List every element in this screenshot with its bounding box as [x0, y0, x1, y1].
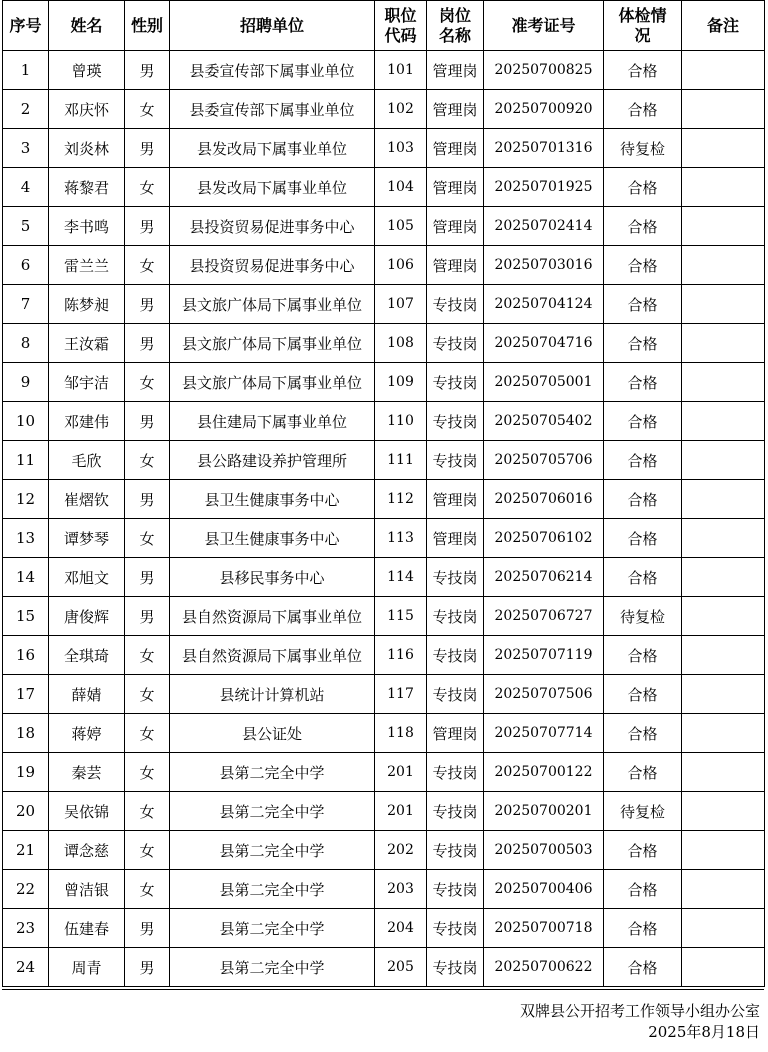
header-gender: 性别	[125, 1, 170, 51]
table-row	[3, 324, 765, 363]
cell-seq: 23	[3, 909, 49, 948]
cell-unit: 县卫生健康事务中心	[170, 519, 375, 558]
table-row	[3, 636, 765, 675]
cell-post: 专技岗	[427, 909, 484, 948]
cell-seq: 2	[3, 90, 49, 129]
cell-code: 103	[375, 129, 427, 168]
cell-result: 合格	[604, 714, 682, 753]
header-post: 岗位 名称	[427, 1, 484, 51]
cell-result: 合格	[604, 636, 682, 675]
cell-name: 王汝霜	[49, 324, 125, 363]
cell-name: 李书鸣	[49, 207, 125, 246]
table-row	[3, 519, 765, 558]
cell-result: 合格	[604, 675, 682, 714]
cell-exam-id: 20250706214	[484, 558, 604, 597]
cell-unit: 县统计计算机站	[170, 675, 375, 714]
cell-result: 合格	[604, 363, 682, 402]
cell-seq: 16	[3, 636, 49, 675]
cell-remark	[682, 675, 765, 714]
results-table	[2, 0, 765, 987]
cell-result: 合格	[604, 753, 682, 792]
cell-exam-id: 20250705706	[484, 441, 604, 480]
cell-remark	[682, 753, 765, 792]
cell-code: 106	[375, 246, 427, 285]
cell-name: 谭梦琴	[49, 519, 125, 558]
cell-unit: 县委宣传部下属事业单位	[170, 51, 375, 90]
cell-post: 专技岗	[427, 558, 484, 597]
table-row	[3, 402, 765, 441]
cell-name: 曾洁银	[49, 870, 125, 909]
cell-exam-id: 20250707506	[484, 675, 604, 714]
cell-code: 204	[375, 909, 427, 948]
cell-remark	[682, 324, 765, 363]
table-row	[3, 285, 765, 324]
cell-result: 合格	[604, 207, 682, 246]
cell-seq: 6	[3, 246, 49, 285]
cell-result: 合格	[604, 168, 682, 207]
cell-unit: 县第二完全中学	[170, 753, 375, 792]
cell-unit: 县住建局下属事业单位	[170, 402, 375, 441]
cell-remark	[682, 207, 765, 246]
cell-exam-id: 20250704716	[484, 324, 604, 363]
cell-code: 101	[375, 51, 427, 90]
cell-post: 专技岗	[427, 402, 484, 441]
cell-seq: 12	[3, 480, 49, 519]
cell-name: 伍建春	[49, 909, 125, 948]
cell-exam-id: 20250706016	[484, 480, 604, 519]
cell-name: 邓建伟	[49, 402, 125, 441]
cell-exam-id: 20250705402	[484, 402, 604, 441]
cell-gender: 女	[125, 636, 170, 675]
cell-post: 专技岗	[427, 870, 484, 909]
cell-exam-id: 20250700825	[484, 51, 604, 90]
cell-remark	[682, 285, 765, 324]
cell-remark	[682, 909, 765, 948]
cell-result: 合格	[604, 90, 682, 129]
cell-gender: 男	[125, 51, 170, 90]
cell-unit: 县委宣传部下属事业单位	[170, 90, 375, 129]
cell-unit: 县第二完全中学	[170, 792, 375, 831]
cell-seq: 20	[3, 792, 49, 831]
cell-gender: 女	[125, 441, 170, 480]
cell-post: 专技岗	[427, 597, 484, 636]
cell-name: 薛婧	[49, 675, 125, 714]
cell-gender: 男	[125, 402, 170, 441]
cell-result: 合格	[604, 246, 682, 285]
cell-remark	[682, 948, 765, 987]
cell-gender: 男	[125, 129, 170, 168]
cell-code: 202	[375, 831, 427, 870]
cell-seq: 21	[3, 831, 49, 870]
cell-post: 专技岗	[427, 792, 484, 831]
cell-gender: 男	[125, 207, 170, 246]
cell-seq: 9	[3, 363, 49, 402]
cell-result: 合格	[604, 909, 682, 948]
header-name: 姓名	[49, 1, 125, 51]
cell-seq: 24	[3, 948, 49, 987]
cell-gender: 女	[125, 675, 170, 714]
cell-post: 管理岗	[427, 207, 484, 246]
cell-post: 管理岗	[427, 480, 484, 519]
cell-result: 合格	[604, 324, 682, 363]
cell-remark	[682, 792, 765, 831]
table-row	[3, 831, 765, 870]
table-row	[3, 558, 765, 597]
cell-gender: 女	[125, 831, 170, 870]
cell-remark	[682, 519, 765, 558]
cell-name: 毛欣	[49, 441, 125, 480]
cell-exam-id: 20250701316	[484, 129, 604, 168]
cell-post: 管理岗	[427, 129, 484, 168]
cell-exam-id: 20250701925	[484, 168, 604, 207]
cell-post: 管理岗	[427, 168, 484, 207]
footer-issuer: 双牌县公开招考工作领导小组办公室	[519, 1002, 760, 1020]
table-row	[3, 714, 765, 753]
cell-unit: 县公路建设养护管理所	[170, 441, 375, 480]
cell-exam-id: 20250704124	[484, 285, 604, 324]
cell-remark	[682, 480, 765, 519]
cell-gender: 男	[125, 480, 170, 519]
cell-unit: 县卫生健康事务中心	[170, 480, 375, 519]
cell-gender: 女	[125, 90, 170, 129]
cell-post: 专技岗	[427, 636, 484, 675]
cell-code: 203	[375, 870, 427, 909]
cell-name: 周青	[49, 948, 125, 987]
cell-code: 201	[375, 792, 427, 831]
cell-code: 205	[375, 948, 427, 987]
cell-code: 109	[375, 363, 427, 402]
cell-code: 102	[375, 90, 427, 129]
cell-remark	[682, 90, 765, 129]
table-row	[3, 675, 765, 714]
cell-code: 104	[375, 168, 427, 207]
cell-exam-id: 20250700718	[484, 909, 604, 948]
cell-name: 邓旭文	[49, 558, 125, 597]
cell-seq: 11	[3, 441, 49, 480]
cell-code: 116	[375, 636, 427, 675]
cell-post: 管理岗	[427, 519, 484, 558]
header-seq: 序号	[3, 1, 49, 51]
cell-unit: 县投资贸易促进事务中心	[170, 207, 375, 246]
footer-date: 2025年8月18日	[648, 1023, 760, 1041]
cell-name: 邹宇洁	[49, 363, 125, 402]
table-row	[3, 51, 765, 90]
cell-unit: 县第二完全中学	[170, 831, 375, 870]
cell-remark	[682, 168, 765, 207]
cell-gender: 男	[125, 597, 170, 636]
cell-seq: 4	[3, 168, 49, 207]
cell-remark	[682, 441, 765, 480]
cell-remark	[682, 597, 765, 636]
cell-code: 115	[375, 597, 427, 636]
cell-seq: 5	[3, 207, 49, 246]
cell-exam-id: 20250700201	[484, 792, 604, 831]
cell-remark	[682, 51, 765, 90]
header-code: 职位 代码	[375, 1, 427, 51]
cell-result: 合格	[604, 831, 682, 870]
cell-remark	[682, 870, 765, 909]
table-row	[3, 948, 765, 987]
table-row	[3, 246, 765, 285]
cell-gender: 女	[125, 168, 170, 207]
cell-unit: 县投资贸易促进事务中心	[170, 246, 375, 285]
cell-code: 112	[375, 480, 427, 519]
cell-name: 秦芸	[49, 753, 125, 792]
cell-code: 111	[375, 441, 427, 480]
cell-code: 113	[375, 519, 427, 558]
cell-name: 蒋黎君	[49, 168, 125, 207]
cell-name: 曾瑛	[49, 51, 125, 90]
table-row	[3, 207, 765, 246]
cell-exam-id: 20250700503	[484, 831, 604, 870]
cell-exam-id: 20250700622	[484, 948, 604, 987]
cell-unit: 县自然资源局下属事业单位	[170, 636, 375, 675]
cell-gender: 男	[125, 909, 170, 948]
cell-code: 107	[375, 285, 427, 324]
cell-seq: 10	[3, 402, 49, 441]
cell-seq: 17	[3, 675, 49, 714]
footer-rule	[2, 989, 764, 990]
cell-code: 108	[375, 324, 427, 363]
table-row	[3, 909, 765, 948]
header-remark: 备注	[682, 1, 765, 51]
header-exam-id: 准考证号	[484, 1, 604, 51]
table-row	[3, 753, 765, 792]
cell-exam-id: 20250703016	[484, 246, 604, 285]
cell-result: 合格	[604, 402, 682, 441]
cell-post: 专技岗	[427, 285, 484, 324]
cell-post: 专技岗	[427, 441, 484, 480]
cell-exam-id: 20250700920	[484, 90, 604, 129]
table-row	[3, 129, 765, 168]
cell-post: 专技岗	[427, 675, 484, 714]
cell-post: 专技岗	[427, 363, 484, 402]
header-result: 体检情 况	[604, 1, 682, 51]
cell-gender: 女	[125, 246, 170, 285]
cell-remark	[682, 714, 765, 753]
cell-result: 待复检	[604, 792, 682, 831]
cell-result: 合格	[604, 519, 682, 558]
cell-remark	[682, 363, 765, 402]
cell-unit: 县文旅广体局下属事业单位	[170, 324, 375, 363]
cell-unit: 县文旅广体局下属事业单位	[170, 285, 375, 324]
table-row	[3, 363, 765, 402]
cell-gender: 女	[125, 363, 170, 402]
cell-name: 陈梦昶	[49, 285, 125, 324]
cell-seq: 15	[3, 597, 49, 636]
cell-result: 待复检	[604, 129, 682, 168]
cell-code: 117	[375, 675, 427, 714]
cell-remark	[682, 129, 765, 168]
cell-gender: 男	[125, 558, 170, 597]
cell-seq: 8	[3, 324, 49, 363]
cell-code: 110	[375, 402, 427, 441]
cell-exam-id: 20250706727	[484, 597, 604, 636]
cell-seq: 7	[3, 285, 49, 324]
cell-seq: 13	[3, 519, 49, 558]
cell-result: 合格	[604, 285, 682, 324]
cell-code: 118	[375, 714, 427, 753]
cell-post: 专技岗	[427, 948, 484, 987]
cell-exam-id: 20250706102	[484, 519, 604, 558]
cell-code: 105	[375, 207, 427, 246]
cell-unit: 县第二完全中学	[170, 870, 375, 909]
cell-seq: 3	[3, 129, 49, 168]
cell-name: 全琪琦	[49, 636, 125, 675]
cell-result: 合格	[604, 558, 682, 597]
cell-unit: 县第二完全中学	[170, 948, 375, 987]
cell-gender: 男	[125, 324, 170, 363]
cell-result: 待复检	[604, 597, 682, 636]
cell-gender: 女	[125, 870, 170, 909]
cell-post: 管理岗	[427, 90, 484, 129]
cell-unit: 县文旅广体局下属事业单位	[170, 363, 375, 402]
table-row	[3, 597, 765, 636]
cell-seq: 22	[3, 870, 49, 909]
cell-exam-id: 20250702414	[484, 207, 604, 246]
cell-gender: 女	[125, 714, 170, 753]
cell-post: 管理岗	[427, 714, 484, 753]
cell-seq: 18	[3, 714, 49, 753]
cell-result: 合格	[604, 441, 682, 480]
cell-result: 合格	[604, 51, 682, 90]
cell-remark	[682, 558, 765, 597]
cell-gender: 男	[125, 285, 170, 324]
table-row	[3, 792, 765, 831]
cell-unit: 县公证处	[170, 714, 375, 753]
cell-gender: 女	[125, 519, 170, 558]
cell-code: 201	[375, 753, 427, 792]
cell-name: 唐俊辉	[49, 597, 125, 636]
cell-name: 雷兰兰	[49, 246, 125, 285]
cell-name: 邓庆怀	[49, 90, 125, 129]
cell-name: 刘炎林	[49, 129, 125, 168]
cell-name: 谭念慈	[49, 831, 125, 870]
cell-gender: 男	[125, 948, 170, 987]
cell-name: 吴依锦	[49, 792, 125, 831]
cell-exam-id: 20250705001	[484, 363, 604, 402]
cell-exam-id: 20250700406	[484, 870, 604, 909]
cell-result: 合格	[604, 948, 682, 987]
cell-post: 管理岗	[427, 51, 484, 90]
table-row	[3, 480, 765, 519]
cell-remark	[682, 246, 765, 285]
cell-remark	[682, 831, 765, 870]
cell-remark	[682, 402, 765, 441]
cell-exam-id: 20250707714	[484, 714, 604, 753]
table-row	[3, 441, 765, 480]
cell-seq: 19	[3, 753, 49, 792]
cell-result: 合格	[604, 870, 682, 909]
cell-unit: 县第二完全中学	[170, 909, 375, 948]
cell-post: 专技岗	[427, 753, 484, 792]
cell-remark	[682, 636, 765, 675]
cell-post: 专技岗	[427, 831, 484, 870]
cell-unit: 县发改局下属事业单位	[170, 168, 375, 207]
cell-unit: 县发改局下属事业单位	[170, 129, 375, 168]
cell-name: 崔熠钦	[49, 480, 125, 519]
cell-post: 管理岗	[427, 246, 484, 285]
cell-code: 114	[375, 558, 427, 597]
table-row	[3, 90, 765, 129]
cell-seq: 1	[3, 51, 49, 90]
cell-name: 蒋婷	[49, 714, 125, 753]
header-unit: 招聘单位	[170, 1, 375, 51]
cell-result: 合格	[604, 480, 682, 519]
cell-unit: 县移民事务中心	[170, 558, 375, 597]
cell-unit: 县自然资源局下属事业单位	[170, 597, 375, 636]
cell-seq: 14	[3, 558, 49, 597]
cell-gender: 女	[125, 753, 170, 792]
table-row	[3, 870, 765, 909]
table-body	[3, 51, 765, 987]
cell-exam-id: 20250707119	[484, 636, 604, 675]
cell-post: 专技岗	[427, 324, 484, 363]
table-row	[3, 168, 765, 207]
cell-gender: 女	[125, 792, 170, 831]
header-row	[3, 1, 765, 51]
cell-exam-id: 20250700122	[484, 753, 604, 792]
